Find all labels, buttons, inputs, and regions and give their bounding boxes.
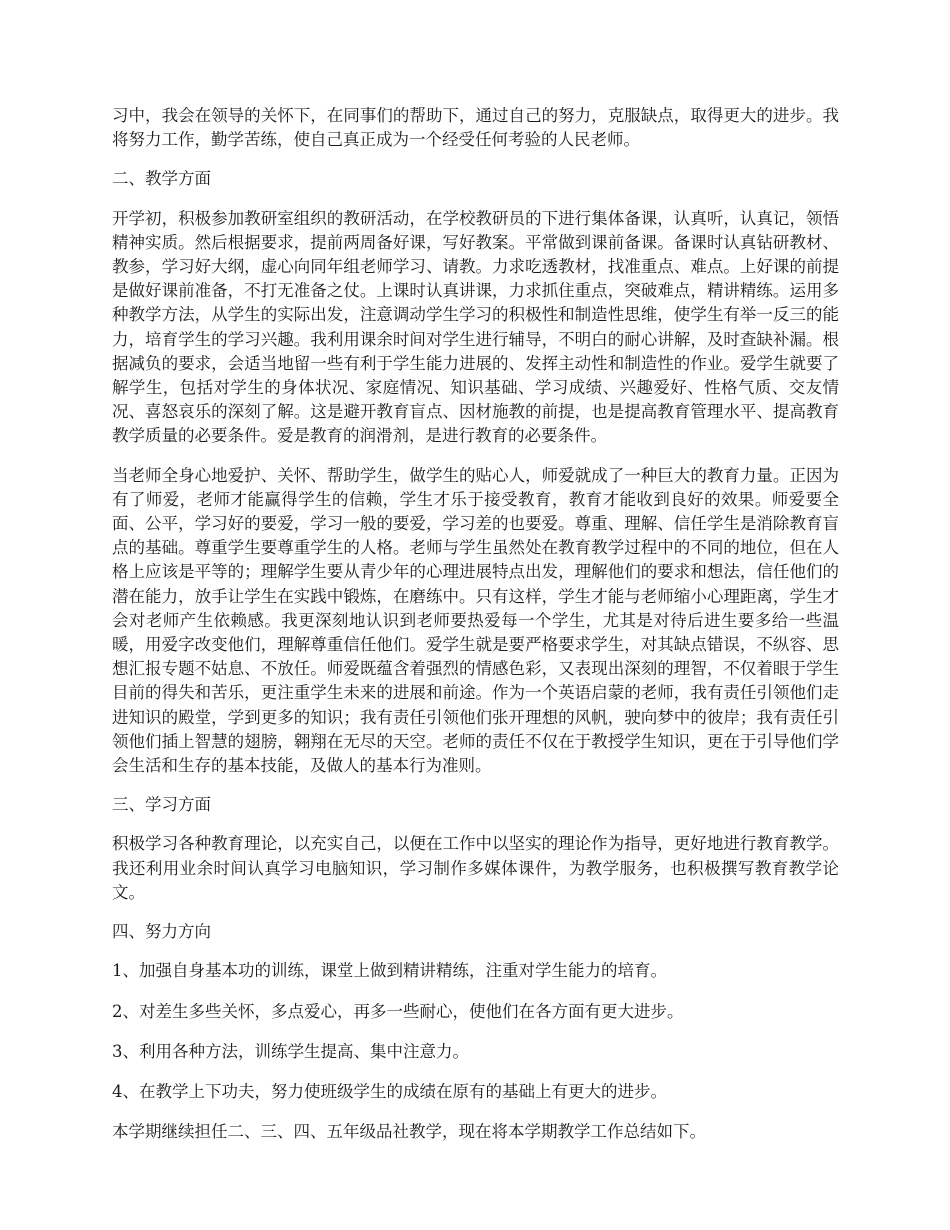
document-page [112, 104, 839, 1159]
direction-item: 1、加强自身基本功的训练，课堂上做到精讲精练，注重对学生能力的培育。 [112, 961, 667, 981]
section-heading-study: 三、学习方面 [112, 795, 211, 815]
intro-paragraph: 习中，我会在领导的关怀下，在同事们的帮助下，通过自己的努力，克服缺点，取得更大的进步。我将努力工作，勤学苦练，使自己真正成为一个经受任何考验的人民老师。 [112, 106, 839, 150]
direction-item: 2、对差生多些关怀，多点爱心，再多一些耐心，使他们在各方面有更大进步。 [112, 1001, 684, 1021]
direction-item: 4、在教学上下功夫，努力使班级学生的成绩在原有的基础上有更大的进步。 [112, 1081, 667, 1101]
teaching-paragraph-2: 当老师全身心地爱护、关怀、帮助学生，做学生的贴心人，师爱就成了一种巨大的教育力量。正因为有了师爱，老师才能赢得学生的信赖，学生才乐于接受教育，教育才能收到良好的效果。师爱要全面、公平，学习好的要爱，学习一般的要爱，学习差的也要爱。尊重、理解、信任学生是消除教育盲点的基础。尊重学生要尊重学生的人格。老师与学生虽然处在教育教学过程中的不同的地位，但在人格上应该是平等的；理解学生要从青少年的心理进展特点出发，理解他们的要求和想法，信任他们的潜在能力，放手让学生在实践中锻炼，在磨练中。只有这样，学生才能与老师缩小心理距离，学生才会对老师产生依赖感。我更深刻地认识到老师要热爱每一个学生，尤其是对待后进生要多给一些温暖，用爱字改变他们，理解尊重信任他们。爱学生就是要严格要求学生，对其缺点错误，不纵容、思想汇报专题不姑息、不放任。师爱既蕴含着强烈的情感色彩，又表现出深刻的理智，不仅着眼于学生目前的得失和苦乐，更注重学生未来的进展和前途。作为一个英语启蒙的老师，我有责任引领他们走进知识的殿堂，学到更多的知识；我有责任引领他们张开理想的风帆，驶向梦中的彼岸；我有责任引领他们插上智慧的翅膀，翱翔在无尽的天空。老师的责任不仅在于教授学生知识，更在于引导他们学会生活和生存的基本技能，及做人的基本行为准则。 [112, 465, 839, 776]
closing-paragraph: 本学期继续担任二、三、四、五年级品社教学，现在将本学期教学工作总结如下。 [112, 1122, 706, 1142]
study-paragraph: 积极学习各种教育理论，以充实自己，以便在工作中以坚实的理论作为指导，更好地进行教育教学。我还利用业余时间认真学习电脑知识，学习制作多媒体课件，为教学服务，也积极撰写教育教学论文。 [112, 834, 839, 902]
section-heading-teaching: 二、教学方面 [112, 169, 211, 189]
direction-item: 3、利用各种方法，训练学生提高、集中注意力。 [112, 1041, 469, 1061]
section-heading-direction: 四、努力方向 [112, 922, 211, 942]
teaching-paragraph-1: 开学初，积极参加教研室组织的教研活动，在学校教研员的下进行集体备课，认真听，认真记，领悟精神实质。然后根据要求，提前两周备好课，写好教案。平常做到课前备课。备课时认真钻研教材、教参，学习好大纲，虚心向同年组老师学习、请教。力求吃透教材，找准重点、难点。上好课的前提是做好课前准备，不打无准备之仗。上课时认真讲课，力求抓住重点，突破难点，精讲精练。运用多种教学方法，从学生的实际出发，注意调动学生学习的积极性和制造性思维，使学生有举一反三的能力，培育学生的学习兴趣。我利用课余时间对学生进行辅导，不明白的耐心讲解，及时查缺补漏。根据减负的要求，会适当地留一些有利于学生能力进展的、发挥主动性和制造性的作业。爱学生就要了解学生，包括对学生的身体状况、家庭情况、知识基础、学习成绩、兴趣爱好、性格气质、交友情况、喜怒哀乐的深刻了解。这是避开教育盲点、因材施教的前提，也是提高教育管理水平、提高教育教学质量的必要条件。爱是教育的润滑剂，是进行教育的必要条件。 [112, 208, 839, 446]
